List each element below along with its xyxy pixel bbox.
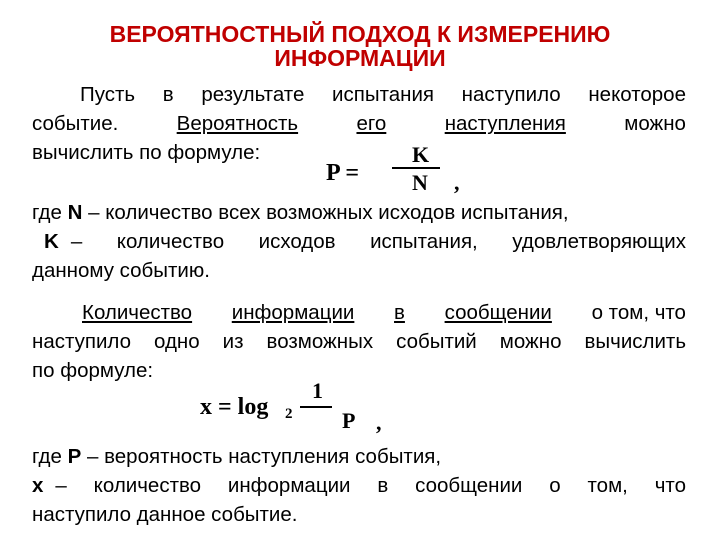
information-paragraph — [32, 298, 686, 385]
k-definition-line — [32, 227, 686, 256]
p-definition-line — [32, 442, 686, 471]
formula-p-equals: P = — [326, 160, 360, 186]
formula-denominator-p: P — [342, 408, 356, 433]
variables-paragraph-1 — [32, 198, 686, 285]
where-word: где — [32, 201, 62, 224]
p-definition: – вероятность наступления события, — [87, 445, 442, 468]
information-line-3: по формуле: — [32, 359, 154, 382]
k-definition: – количество исходов испытания, удовлетворяющих — [70, 230, 686, 253]
its-term: его — [356, 112, 387, 135]
can-word: можно — [624, 112, 686, 135]
information-line-1 — [32, 298, 686, 327]
var-x: x — [32, 474, 44, 497]
where-word-2: где — [32, 445, 62, 468]
x-definition-line-2: наступило данное событие. — [32, 503, 298, 526]
in-term: в — [394, 301, 405, 324]
information-term: информации — [231, 301, 355, 324]
x-definition: – количество информации в сообщении о том, что — [55, 474, 686, 497]
probability-line-2 — [32, 109, 686, 138]
about-that: о том, что — [591, 301, 686, 324]
x-definition-line — [32, 471, 686, 500]
n-definition-line — [32, 198, 686, 227]
information-line-2: наступило одно из возможных событий можно вычислить — [32, 330, 686, 353]
message-term: сообщении — [444, 301, 552, 324]
probability-formula — [326, 140, 466, 200]
title-line-1: ВЕРОЯТНОСТНЫЙ ПОДХОД К ИЗМЕРЕНИЮ — [109, 21, 611, 47]
page-title — [0, 22, 720, 70]
var-k: K — [44, 230, 59, 253]
var-p: P — [67, 445, 82, 468]
title-line-2: ИНФОРМАЦИИ — [274, 45, 446, 71]
k-definition-line-2: данному событию. — [32, 259, 210, 282]
fraction-bar — [392, 167, 440, 169]
formula-numerator-1: 1 — [312, 378, 323, 403]
information-formula — [200, 378, 400, 438]
quantity-term: Количество — [82, 301, 193, 324]
occurrence-term: наступления — [444, 112, 566, 135]
formula-numerator-k: K — [412, 142, 430, 167]
variables-paragraph-2 — [32, 442, 686, 529]
fraction-bar-2 — [300, 406, 332, 408]
var-n: N — [67, 201, 83, 224]
probability-line-1: Пусть в результате испытания наступило некоторое — [80, 83, 686, 106]
probability-term: Вероятность — [176, 112, 299, 135]
formula-comma-2: , — [376, 410, 382, 435]
formula-comma: , — [454, 170, 460, 195]
formula-x-log: x = log — [200, 394, 269, 420]
formula-denominator-n: N — [412, 170, 428, 195]
n-definition: – количество всех возможных исходов испытания, — [88, 201, 569, 224]
event-word: событие. — [32, 112, 119, 135]
formula-log-base: 2 — [285, 406, 293, 422]
probability-line-3: вычислить по формуле: — [32, 141, 261, 164]
